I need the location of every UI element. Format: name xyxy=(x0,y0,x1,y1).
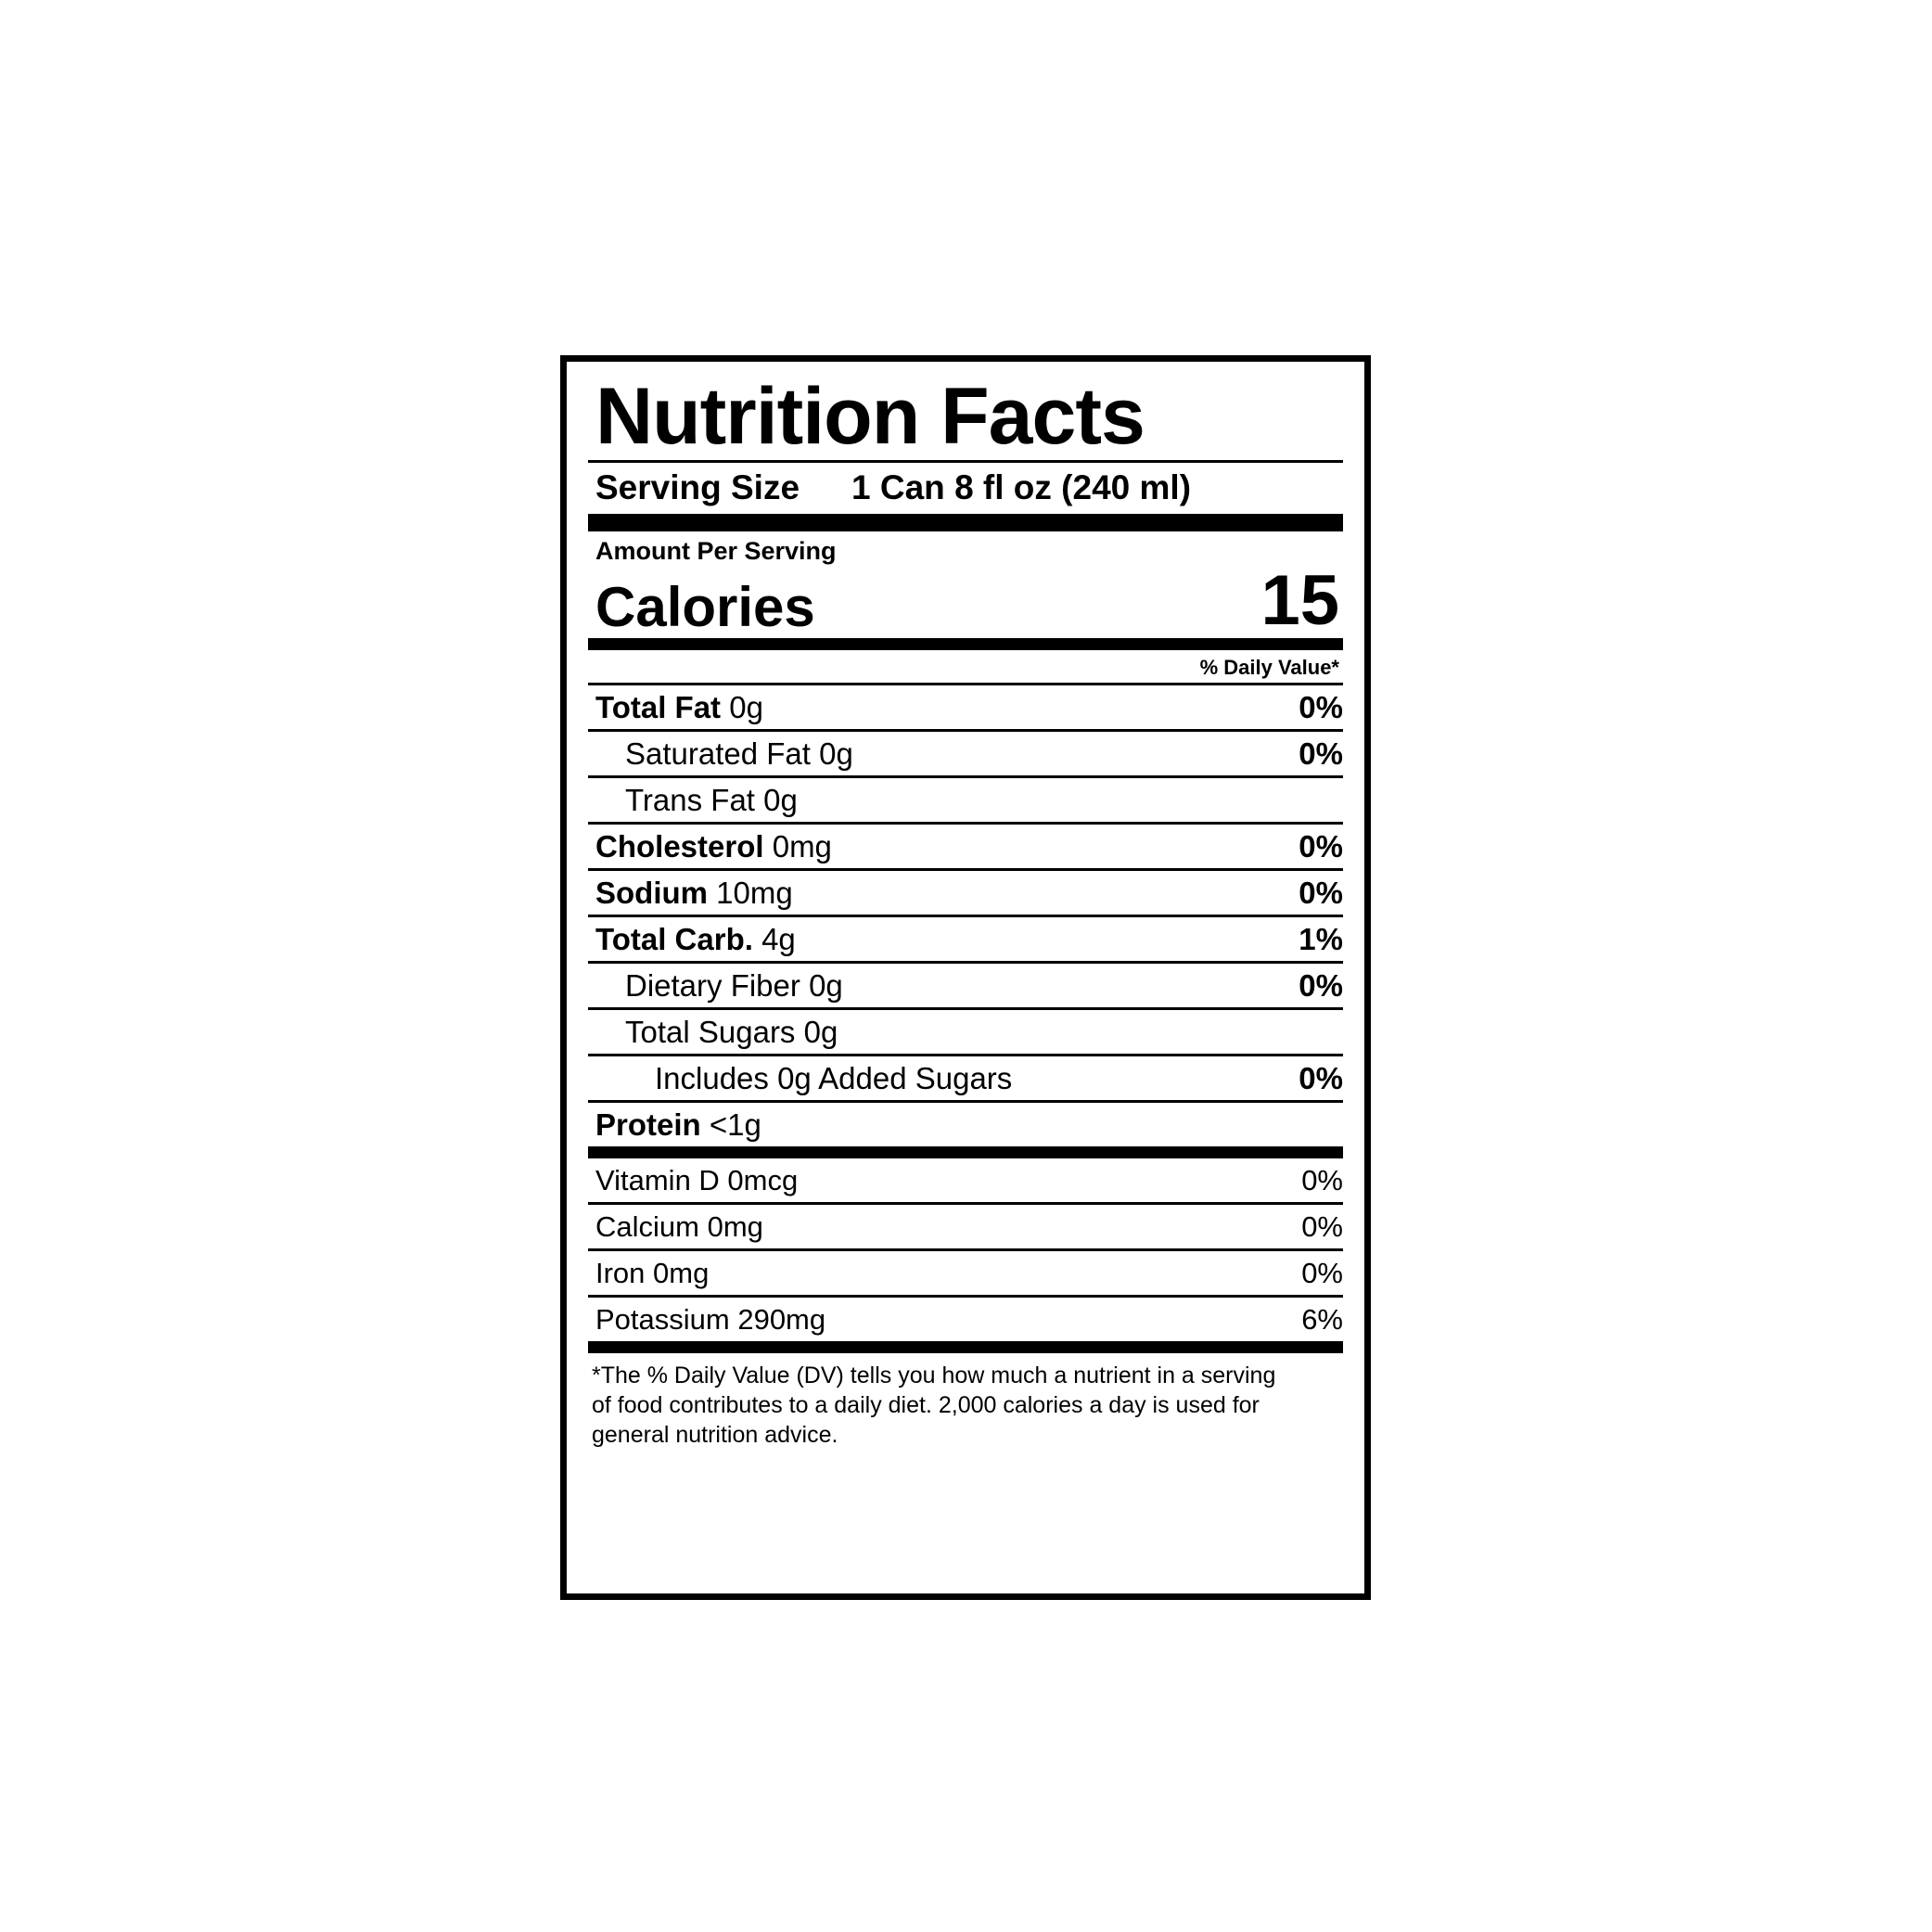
nutrient-amount: 0g xyxy=(763,783,798,817)
amount-per-serving-label: Amount Per Serving xyxy=(595,537,837,565)
divider-thick-top xyxy=(588,514,1343,531)
divider-under-protein xyxy=(588,1146,1343,1158)
table-row xyxy=(588,778,1343,822)
table-row xyxy=(588,1158,1343,1202)
vitamin-dv: 0% xyxy=(1301,1210,1343,1243)
table-row xyxy=(588,825,1343,868)
table-row xyxy=(588,685,1343,729)
nutrient-name: Trans Fat xyxy=(625,783,755,817)
nutrient-amount: 0g xyxy=(809,968,843,1003)
nutrient-name: Total Carb. xyxy=(595,922,753,956)
nutrient-amount: 0g xyxy=(803,1015,838,1049)
footnote xyxy=(588,1353,1343,1450)
serving-size-row xyxy=(588,463,1343,514)
nutrient-amount: 4g xyxy=(761,922,796,956)
nutrient-dv: 0% xyxy=(1299,876,1343,910)
nutrient-amount: 0g xyxy=(729,690,763,724)
table-row xyxy=(588,1103,1343,1146)
vitamin-name: Potassium 290mg xyxy=(595,1303,826,1336)
calories-row xyxy=(588,561,1343,640)
nutrient-dv: 0% xyxy=(1299,829,1343,864)
nutrition-facts-content xyxy=(588,372,1343,1450)
vitamin-dv: 0% xyxy=(1301,1257,1343,1289)
footnote-line-3: general nutrition advice. xyxy=(592,1422,838,1448)
nutrient-name: Includes 0g Added Sugars xyxy=(655,1061,1013,1095)
nutrient-name: Sodium xyxy=(595,876,708,910)
table-row xyxy=(588,871,1343,915)
table-row xyxy=(588,1056,1343,1100)
divider-under-calories xyxy=(588,638,1343,650)
daily-value-header: % Daily Value* xyxy=(1199,656,1339,679)
table-row xyxy=(588,732,1343,775)
nutrient-name: Protein xyxy=(595,1107,701,1142)
table-row xyxy=(588,964,1343,1007)
nutrient-amount: <1g xyxy=(709,1107,761,1142)
nutrient-dv: 0% xyxy=(1299,690,1343,724)
nutrient-name: Total Sugars xyxy=(625,1015,796,1049)
nutrient-name: Saturated Fat xyxy=(625,736,811,771)
vitamin-name: Vitamin D 0mcg xyxy=(595,1164,799,1196)
serving-size-value: 1 Can 8 fl oz (240 ml) xyxy=(851,468,1192,506)
vitamin-dv: 0% xyxy=(1301,1164,1343,1196)
table-row xyxy=(588,1010,1343,1054)
nutrient-name: Total Fat xyxy=(595,690,722,724)
nutrient-name: Cholesterol xyxy=(595,829,764,864)
nutrient-dv: 0% xyxy=(1299,1061,1343,1095)
table-row xyxy=(588,1298,1343,1341)
calories-label: Calories xyxy=(595,576,815,638)
calories-value: 15 xyxy=(1260,561,1339,640)
nutrient-name: Dietary Fiber xyxy=(625,968,800,1003)
nutrient-dv: 1% xyxy=(1299,922,1343,956)
table-row xyxy=(588,1251,1343,1295)
vitamin-dv: 6% xyxy=(1301,1303,1343,1336)
nutrient-amount: 0g xyxy=(819,736,853,771)
nutrition-facts-panel xyxy=(560,355,1371,1600)
page-title: Nutrition Facts xyxy=(595,372,1145,461)
footnote-line-2: of food contributes to a daily diet. 2,000 calories a day is used for xyxy=(592,1392,1260,1418)
nutrient-dv: 0% xyxy=(1299,736,1343,771)
table-row xyxy=(588,1205,1343,1248)
divider-above-footnote xyxy=(588,1341,1343,1353)
nutrient-amount: 10mg xyxy=(716,876,793,910)
nutrient-amount: 0mg xyxy=(772,829,832,864)
table-row xyxy=(588,917,1343,961)
vitamin-name: Iron 0mg xyxy=(595,1257,710,1289)
vitamin-name: Calcium 0mg xyxy=(595,1210,763,1243)
footnote-line-1: *The % Daily Value (DV) tells you how much a nutrient in a serving xyxy=(592,1363,1276,1388)
nutrient-dv: 0% xyxy=(1299,968,1343,1003)
serving-size-label: Serving Size xyxy=(595,468,800,506)
